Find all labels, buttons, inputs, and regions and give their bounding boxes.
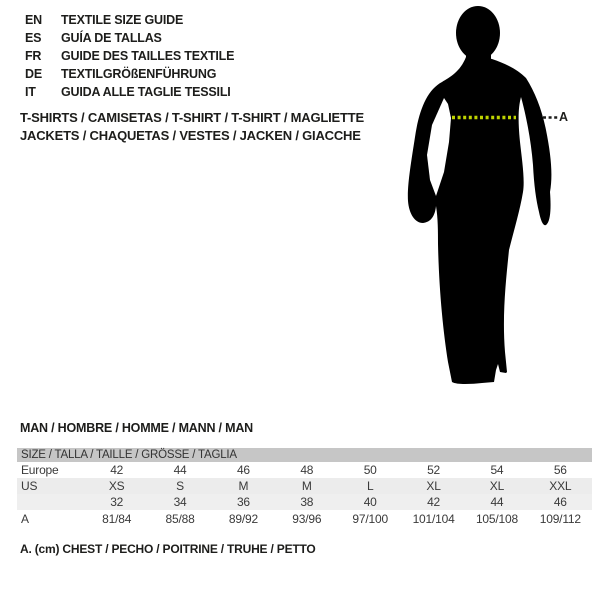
chest-measure-value: 101/104 — [402, 510, 465, 528]
section-title-man: MAN / HOMBRE / HOMME / MANN / MAN — [20, 421, 253, 435]
size-value: 42 — [85, 462, 148, 478]
lang-code: DE — [25, 67, 42, 81]
size-value: 36 — [212, 494, 275, 510]
lang-label: TEXTILGRÖßENFÜHRUNG — [61, 67, 217, 81]
chest-measure-value: 81/84 — [85, 510, 148, 528]
category-jackets: JACKETS / CHAQUETAS / VESTES / JACKEN / GIACCHE — [20, 128, 361, 143]
size-value: 38 — [275, 494, 338, 510]
body-shape — [408, 57, 552, 384]
size-value: XXL — [529, 478, 592, 494]
size-value: 40 — [339, 494, 402, 510]
size-value: 48 — [275, 462, 338, 478]
size-value: XL — [465, 478, 528, 494]
size-value: M — [212, 478, 275, 494]
lang-label: GUIDE DES TAILLES TEXTILE — [61, 49, 235, 63]
size-value: M — [275, 478, 338, 494]
row-label-europe: Europe — [17, 462, 85, 478]
lang-code: IT — [25, 85, 36, 99]
size-value: 46 — [529, 494, 592, 510]
lang-code: FR — [25, 49, 42, 63]
size-value: 32 — [85, 494, 148, 510]
size-value: 56 — [529, 462, 592, 478]
language-list — [25, 11, 234, 101]
man-silhouette-figure — [402, 0, 572, 400]
lang-code: ES — [25, 31, 42, 45]
category-list — [20, 109, 364, 145]
chest-measure-value: 85/88 — [148, 510, 211, 528]
lang-label: GUÍA DE TALLAS — [61, 31, 162, 45]
chest-measure-value: 109/112 — [529, 510, 592, 528]
lang-code: EN — [25, 13, 42, 27]
size-value: 44 — [148, 462, 211, 478]
measure-label-a: A — [559, 110, 569, 124]
size-value: L — [339, 478, 402, 494]
row-label-us: US — [17, 478, 85, 494]
size-value: XS — [85, 478, 148, 494]
chest-measure-value: 105/108 — [465, 510, 528, 528]
category-tshirts: T-SHIRTS / CAMISETAS / T-SHIRT / T-SHIRT / MAGLIETTE — [20, 110, 364, 125]
row-label-a: A — [17, 510, 85, 528]
chest-measure-value: 93/96 — [275, 510, 338, 528]
lang-label: GUIDA ALLE TAGLIE TESSILI — [61, 85, 231, 99]
size-value: 34 — [148, 494, 211, 510]
size-value: 44 — [465, 494, 528, 510]
size-value: 42 — [402, 494, 465, 510]
size-value: 54 — [465, 462, 528, 478]
size-value: 46 — [212, 462, 275, 478]
size-value: S — [148, 478, 211, 494]
chest-measure-value: 97/100 — [339, 510, 402, 528]
size-value: XL — [402, 478, 465, 494]
size-value: 52 — [402, 462, 465, 478]
size-table — [17, 448, 592, 528]
row-label-numeric — [17, 494, 85, 510]
size-value: 50 — [339, 462, 402, 478]
chest-measure-value: 89/92 — [212, 510, 275, 528]
size-table-header: SIZE / TALLA / TAILLE / GRÖSSE / TAGLIA — [17, 448, 592, 462]
lang-label: TEXTILE SIZE GUIDE — [61, 13, 184, 27]
footnote-chest: A. (cm) CHEST / PECHO / POITRINE / TRUHE / PETTO — [20, 542, 316, 556]
